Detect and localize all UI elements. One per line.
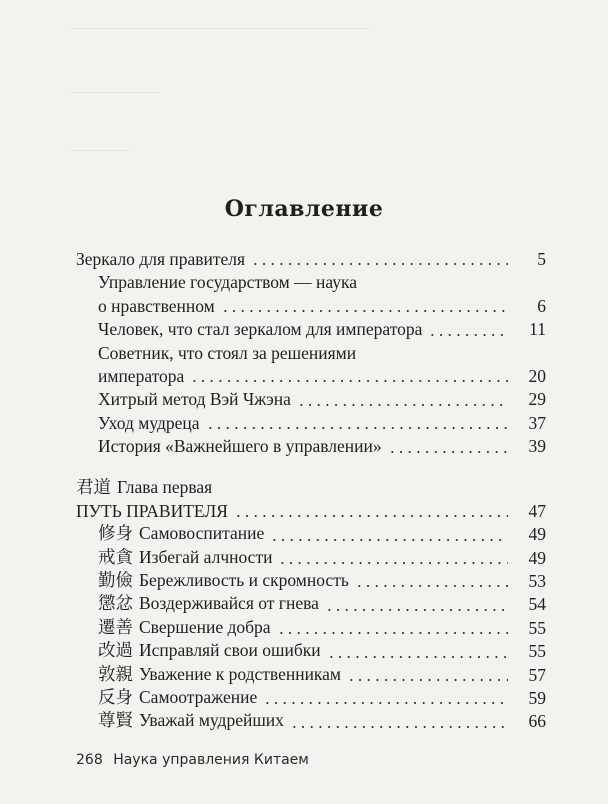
toc-entry-title: Самоотражение <box>139 687 258 708</box>
toc-entry[interactable] <box>76 710 546 733</box>
toc-entry[interactable] <box>76 435 546 458</box>
toc-entry-page: 29 <box>528 389 546 410</box>
toc-entry-title: Управление государством — наука <box>98 272 357 293</box>
toc-entry[interactable] <box>76 271 546 294</box>
toc-entry-page: 54 <box>528 594 546 615</box>
toc-entry-title: ПУТЬ ПРАВИТЕЛЯ <box>76 500 228 521</box>
bleed-through-mark <box>70 92 160 103</box>
toc-entry-page: 53 <box>528 571 546 592</box>
toc-entry-title: Человек, что стал зеркалом для императора <box>98 319 423 340</box>
toc-entry-page: 11 <box>529 319 546 340</box>
toc-entry[interactable] <box>76 388 546 411</box>
chapter-cjk: 君道 <box>76 477 111 498</box>
toc-entry-title: История «Важнейшего в управлении» <box>98 436 382 457</box>
leader-dots <box>190 380 508 382</box>
leader-dots <box>347 679 508 681</box>
toc-entry-cjk: 遷善 <box>98 617 133 638</box>
toc-entry[interactable] <box>76 547 546 570</box>
toc-entry-cjk: 勤儉 <box>98 571 133 592</box>
toc-entry-page: 59 <box>528 688 546 709</box>
footer-book-title: Наука управления Китаем <box>113 752 309 768</box>
toc-entry[interactable] <box>76 295 546 318</box>
leader-dots <box>278 562 508 564</box>
toc-entry[interactable] <box>76 248 546 271</box>
toc-entry[interactable] <box>76 570 546 593</box>
toc-entry-page: 20 <box>528 365 546 386</box>
leader-dots <box>251 263 508 265</box>
toc-entry-title: Советник, что стоял за решениями <box>98 342 357 363</box>
toc-entry-cjk: 反身 <box>98 688 133 709</box>
toc-entry-title: Исправляй свои ошибки <box>139 640 321 661</box>
chapter-heading <box>76 477 546 500</box>
toc-entry-page: 66 <box>528 711 546 732</box>
toc-entry-title: Уход мудреца <box>98 412 200 433</box>
toc-entry-page: 5 <box>537 248 546 269</box>
toc-entry-title: Свершение добра <box>139 616 271 637</box>
toc-entry[interactable] <box>76 342 546 365</box>
toc-entry[interactable] <box>76 500 546 523</box>
toc-entry-cjk: 修身 <box>98 524 133 545</box>
toc-entry[interactable] <box>76 664 546 687</box>
footer-page-number: 268 <box>76 752 103 768</box>
leader-dots <box>325 609 508 611</box>
toc-entry-title: императора <box>98 365 185 386</box>
leader-dots <box>234 515 508 517</box>
leader-dots <box>263 702 508 704</box>
leader-dots <box>277 632 508 634</box>
leader-dots <box>221 310 508 312</box>
toc-entry-page: 49 <box>528 547 546 568</box>
toc-entry-title: Избегай алчности <box>139 546 273 567</box>
bleed-through-mark <box>70 28 370 41</box>
toc-entry-page: 55 <box>528 641 546 662</box>
page-footer <box>76 752 309 768</box>
toc-entry-page: 47 <box>528 500 546 521</box>
toc-entry[interactable] <box>76 687 546 710</box>
toc-entry-page: 6 <box>537 295 546 316</box>
toc-entry-title: Уважай мудрейших <box>139 710 284 731</box>
leader-dots <box>270 539 508 541</box>
toc-entry-cjk: 戒貪 <box>98 547 133 568</box>
toc-entry[interactable] <box>76 365 546 388</box>
bleed-through-mark <box>70 150 130 161</box>
toc-entry-title: Зеркало для правителя <box>76 248 246 269</box>
toc-entry[interactable] <box>76 593 546 616</box>
toc-entry-title: Бережливость и скромность <box>139 570 349 591</box>
toc-entry-cjk: 改過 <box>98 641 133 662</box>
toc-entry-cjk: 尊賢 <box>98 711 133 732</box>
chapter-label: Глава первая <box>117 476 213 497</box>
toc-entry[interactable] <box>76 412 546 435</box>
toc-entry-title: Хитрый метод Вэй Чжэна <box>98 389 291 410</box>
toc-entry[interactable] <box>76 617 546 640</box>
toc-heading: Оглавление <box>224 196 384 222</box>
toc-entry[interactable] <box>76 318 546 341</box>
toc-entry-page: 37 <box>528 412 546 433</box>
toc-entry-page: 57 <box>528 664 546 685</box>
leader-dots <box>297 404 508 406</box>
toc-entry-title: Уважение к родственникам <box>139 663 342 684</box>
leader-dots <box>206 427 508 429</box>
leader-dots <box>355 585 508 587</box>
toc-entry[interactable] <box>76 640 546 663</box>
table-of-contents <box>76 248 546 734</box>
leader-dots <box>428 334 508 336</box>
toc-entry-page: 55 <box>528 617 546 638</box>
toc-entry-title: Воздерживайся от гнева <box>139 593 319 614</box>
toc-entry[interactable] <box>76 523 546 546</box>
toc-entry-cjk: 敦親 <box>98 664 133 685</box>
toc-entry-page: 49 <box>528 524 546 545</box>
toc-entry-title: о нравственном <box>98 295 215 316</box>
toc-entry-page: 39 <box>528 436 546 457</box>
toc-entry-cjk: 懲忿 <box>98 594 133 615</box>
toc-entry-title: Самовоспитание <box>139 523 265 544</box>
leader-dots <box>388 451 508 453</box>
leader-dots <box>290 726 508 728</box>
leader-dots <box>327 656 508 658</box>
